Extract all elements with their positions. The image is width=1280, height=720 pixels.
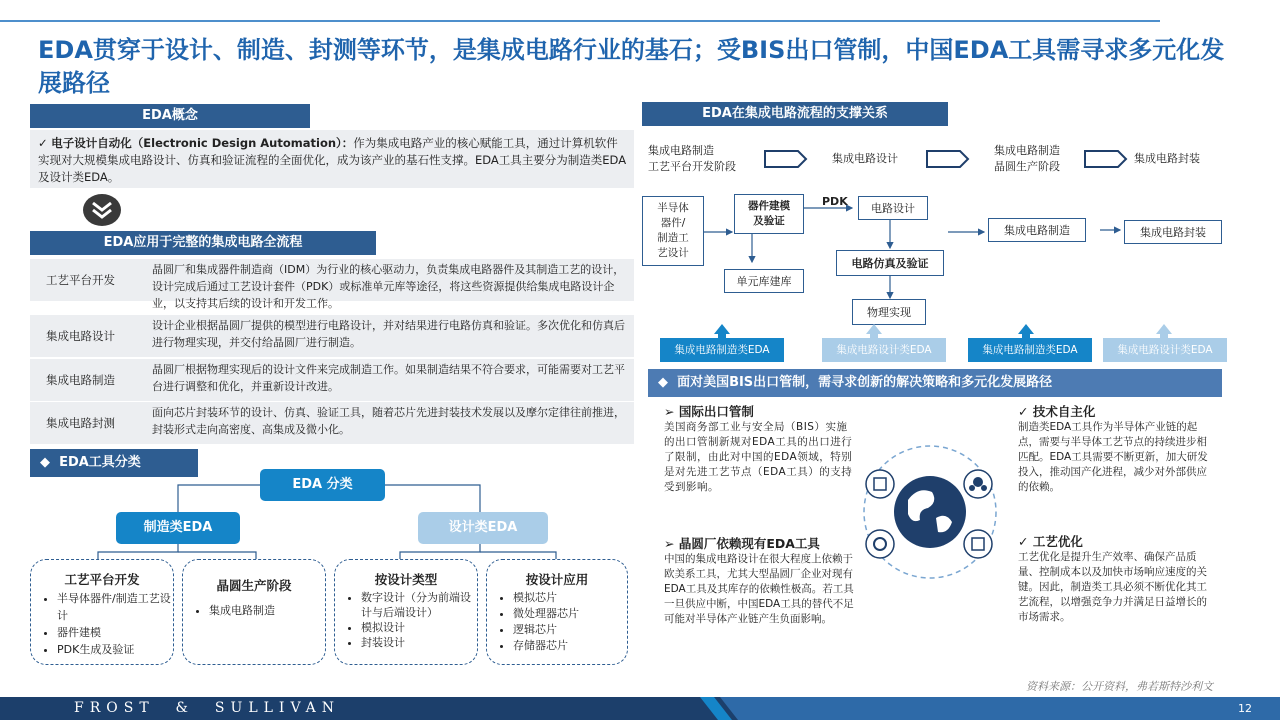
concept-lead: 电子设计自动化（Electronic Design Automation）： [51,136,354,150]
concept-header: EDA概念 [30,104,310,128]
class-box-title: 工艺平台开发 [64,572,140,587]
fab-text: 中国的集成电路设计在很大程度上依赖于欧美系工具，尤其大型晶圆厂企业对现有EDA工具及其库存的依赖性极高。若工具一旦供应中断，中国EDA工具的替代不足可能对半导体产业链产生负面影响。 [664,553,854,625]
tech-title: ✓ 技术自主化 [1018,404,1096,419]
flow-pdk: PDK [822,195,848,208]
eda-type-badge: 集成电路设计类EDA [822,338,946,362]
stage-label: 集成电路制造 工艺平台开发阶段 [648,144,736,173]
class-box [30,559,174,665]
flow-sim: 电路仿真及验证 [836,250,944,276]
list-item: • 存储器芯片 [513,638,627,654]
proc-title: ✓ 工艺优化 [1018,534,1083,549]
diamond-icon: ◆ [40,455,50,470]
proc-text: 工艺优化是提升生产效率、确保产品质量、控制成本以及加快市场响应速度的关键。因此，制造类工具必须不断优化其工艺流程，以增强竞争力并满足日益增长的市场需求。 [1018,551,1207,623]
list-item: • 数字设计（分为前端设计与后端设计） [361,590,477,620]
support-header: EDA在集成电路流程的支撑关系 [642,102,948,126]
list-item: • 半导体器件/制造工艺设计 [57,590,173,624]
diamond-icon: ◆ [658,375,668,390]
flow-semi: 半导体 器件/ 制造工 艺设计 [642,196,704,266]
flow-header: EDA应用于完整的集成电路全流程 [30,231,376,255]
list-item: • 封装设计 [361,635,477,650]
arrow-right-icon: ➢ [664,536,675,551]
stage-label: 集成电路设计 [832,152,898,165]
row-text: 面向芯片封装环节的设计、仿真、验证工具，随着芯片先进封装技术发展以及摩尔定律往前推进，封装形式走向高密度、高集成及微小化。 [152,406,625,436]
eda-type-badge: 集成电路制造类EDA [660,338,784,362]
list-item: • 逻辑芯片 [513,622,627,638]
export-text: 美国商务部工业与安全局（BIS）实施的出口管制新规对EDA工具的出口进行了限制，由此对中国的EDA领域，特别是对先进工艺节点（EDA工具）的支持受到影响。 [664,421,853,493]
list-item: • 模拟芯片 [513,590,627,606]
bis-header [648,369,1222,397]
eda-type-badge: 集成电路制造类EDA [968,338,1092,362]
row-label: 工艺平台开发 [46,273,115,287]
cat-mfg-eda: 制造类EDA [116,512,240,544]
class-box [486,559,628,665]
up-arrows [640,322,1240,338]
eda-type-badge: 集成电路设计类EDA [1103,338,1227,362]
page-title: EDA贯穿于设计、制造、封测等环节，是集成电路行业的基石；受BIS出口管制，中国EDA工具需寻求多元化发展路径 [38,36,1225,97]
row-text: 设计企业根据晶圆厂提供的模型进行电路设计，并对结果进行电路仿真和验证。多次优化和仿真后进行物理实现，并交付给晶圆厂进行制造。 [152,319,625,349]
footer-accent [700,697,1280,720]
row-text: 晶圆厂和集成器件制造商（IDM）为行业的核心驱动力，负责集成电路器件及其制造工艺的设计，设计完成后通过工艺设计套件（PDK）或标准单元库等途径，将这些资源提供给集成电路设计企业，以支持其后续的设计和开发工作。 [152,263,625,310]
list-item: • 微处理器芯片 [513,606,627,622]
flow-mfg: 集成电路制造 [988,218,1086,242]
class-box-title: 按设计应用 [525,572,589,587]
tech-text: 制造类EDA工具作为半导体产业链的起点，需要与半导体工艺节点的持续进步相匹配。EDA工具需要不断更新，加大研发投入，推动国产化进程，减少对外部供应的依赖。 [1018,421,1208,493]
check-icon: ✓ [1018,534,1029,549]
chevron-right-icon [1084,150,1128,168]
brand-logo: FROST & SULLIVAN [74,700,340,716]
row-text: 晶圆厂根据物理实现后的设计文件来完成制造工作。如果制造结果不符合要求，可能需要对工艺平台进行调整和优化，并重新设计改进。 [152,363,625,393]
row-label: 集成电路设计 [46,329,115,343]
flow-lib: 单元库建库 [724,269,804,293]
list-item: • 模拟设计 [361,620,477,635]
page-number: 12 [1238,702,1252,715]
stage-label: 集成电路制造 晶圆生产阶段 [994,144,1060,173]
fab-title: ➢ 晶圆厂依赖现有EDA工具 [664,536,820,551]
chevron-right-icon [764,150,808,168]
class-box [182,559,326,665]
stage-label: 集成电路封装 [1134,152,1200,165]
eda-root: EDA 分类 [260,469,385,501]
cat-design-eda: 设计类EDA [418,512,548,544]
class-box-title: 晶圆生产阶段 [216,578,292,593]
globe-hub-icon [860,442,1000,582]
list-item: • 集成电路制造 [209,602,325,619]
chevron-right-icon [926,150,970,168]
list-item: • 器件建模 [57,624,173,641]
check-icon: ✓ [38,136,48,150]
tools-header-label: EDA工具分类 [59,455,141,470]
list-item: • PDK生成及验证 [57,641,173,658]
flow-model: 器件建模 及验证 [734,194,804,234]
source-note: 资料来源：公开资料，弗若斯特沙利文 [1026,680,1213,693]
flow-pkg: 集成电路封装 [1124,220,1222,244]
row-label: 集成电路制造 [46,373,115,387]
flow-circuit-design: 电路设计 [858,196,928,220]
bis-header-label: 面对美国BIS出口管制，需寻求创新的解决策略和多元化发展路径 [677,375,1053,390]
class-box-title: 按设计类型 [374,572,438,587]
row-label: 集成电路封测 [46,416,115,430]
concept-text: 作为集成电路产业的核心赋能工具，通过计算机软件实现对大规模集成电路设计、仿真和验证流程的全面优化，成为该产业的基石性支撑。EDA工具主要分为制造类EDA及设计类EDA。 [38,136,627,184]
check-icon: ✓ [1018,404,1029,419]
export-title: ➢ 国际出口管制 [664,404,754,419]
class-box [334,559,478,665]
arrow-right-icon: ➢ [664,404,675,419]
flow-phys: 物理实现 [852,299,926,325]
